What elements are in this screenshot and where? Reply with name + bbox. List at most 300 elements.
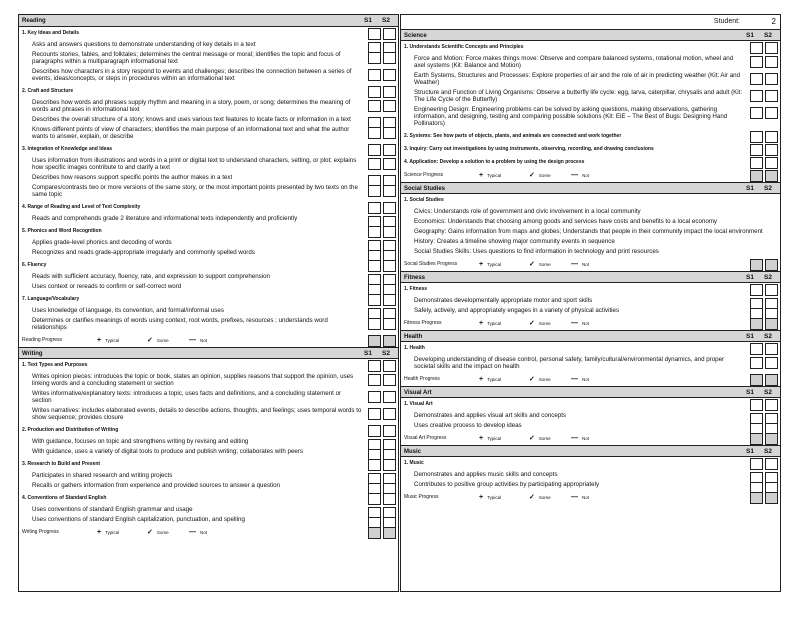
s2-grade-box[interactable] xyxy=(383,408,396,420)
progress-key-label: Not xyxy=(582,321,590,326)
category-name: 3. Inquiry: Carry out investigations by using instruments, observing, recording, and drawing conclusions xyxy=(404,146,654,152)
s2-grade-box[interactable] xyxy=(765,458,778,470)
student-label: Student: xyxy=(713,18,740,25)
standard-item xyxy=(19,126,398,140)
progress-key-label: Some xyxy=(538,436,551,441)
s1-grade-box[interactable] xyxy=(750,157,763,169)
progress-label: Writing Progress xyxy=(22,529,59,535)
grade-boxes xyxy=(368,391,396,403)
section-title: Reading xyxy=(22,18,46,24)
s2-grade-box[interactable] xyxy=(383,294,396,306)
progress-key-label: Typical xyxy=(487,262,502,267)
s2-grade-box[interactable] xyxy=(383,226,396,238)
progress-key-symbol: ✓ xyxy=(147,529,153,536)
grade-boxes xyxy=(368,144,396,156)
s1-grade-box[interactable] xyxy=(368,127,381,139)
s2-grade-box[interactable] xyxy=(765,433,778,445)
section-title: Writing xyxy=(22,351,43,357)
s2-grade-box[interactable] xyxy=(383,158,396,170)
category-name: 4. Application: Develop a solution to a problem by using the design process xyxy=(404,159,585,165)
s1-column-label: S1 xyxy=(364,350,372,357)
s2-grade-box[interactable] xyxy=(383,86,396,98)
standard-item xyxy=(401,307,780,314)
category-name: 3. Integration of Knowledge and Ideas xyxy=(22,146,113,152)
s1-grade-box[interactable] xyxy=(750,357,763,369)
standard-text: Describes how reasons support specific points the author makes in a text xyxy=(32,174,233,181)
standard-text: Describes how words and phrases supply rhythm and meaning in a story, poem, or song; determines the meaning of words and phrases in informational text xyxy=(32,99,351,113)
grade-boxes xyxy=(368,459,396,471)
category-row xyxy=(401,342,780,355)
s1-grade-box[interactable] xyxy=(750,284,763,296)
standard-text: Knows different points of view of characters; identifies the main purpose of an informational text and what the author wants to answer, explain, or describe xyxy=(32,126,350,140)
s2-grade-box[interactable] xyxy=(765,284,778,296)
progress-key-plus xyxy=(479,373,501,386)
s1-column-label: S1 xyxy=(746,32,754,39)
s1-grade-box[interactable] xyxy=(368,425,381,437)
s2-grade-box[interactable] xyxy=(383,100,396,112)
category-row xyxy=(19,143,398,156)
s1-grade-box[interactable] xyxy=(368,226,381,238)
progress-key-symbol: + xyxy=(479,376,484,383)
progress-key-plus xyxy=(479,432,501,445)
standard-text: Determines or clarifies meanings of words using context, root words, prefixes, resources ; understands word relationships xyxy=(32,317,328,331)
grade-boxes xyxy=(750,343,778,355)
section-title: Music xyxy=(404,449,422,455)
progress-key-symbol: + xyxy=(479,320,484,327)
s1-grade-box[interactable] xyxy=(368,144,381,156)
s2-grade-box[interactable] xyxy=(383,28,396,40)
progress-label: Fitness Progress xyxy=(404,320,442,326)
category-name: 1. Fitness xyxy=(404,286,428,292)
s1-grade-box[interactable] xyxy=(750,433,763,445)
standard-item xyxy=(401,297,780,304)
section-header xyxy=(401,182,780,194)
progress-key-symbol: — xyxy=(571,494,578,501)
s1-grade-box[interactable] xyxy=(368,202,381,214)
progress-label: Social Studies Progress xyxy=(404,261,458,267)
s2-grade-box[interactable] xyxy=(765,343,778,355)
grade-boxes xyxy=(750,458,778,470)
standard-item xyxy=(19,273,398,280)
progress-row xyxy=(19,334,398,347)
progress-key-symbol: + xyxy=(479,172,484,179)
s2-grade-box[interactable] xyxy=(383,260,396,272)
grade-boxes xyxy=(750,170,778,182)
category-name: 3. Research to Build and Present xyxy=(22,461,101,467)
s2-grade-box[interactable] xyxy=(383,127,396,139)
s2-grade-box[interactable] xyxy=(765,399,778,411)
standard-text: Participates in shared research and writing projects xyxy=(32,472,173,479)
progress-row xyxy=(401,258,780,271)
standard-text: Recalls or gathers information from experience and provided sources to answer a question xyxy=(32,482,280,489)
s2-column-label: S2 xyxy=(764,333,772,340)
standard-text: Compares/contrasts two or more versions of the same story, or the most important points presented by two texts on the same topic xyxy=(32,184,358,198)
s1-grade-box[interactable] xyxy=(368,374,381,386)
s2-grade-box[interactable] xyxy=(765,374,778,386)
grade-boxes xyxy=(750,374,778,386)
standard-text: Earth Systems, Structures and Processes: Explore properties of air and the role of air in predicting weather (Kit: Air and Weather) xyxy=(414,72,741,86)
grade-boxes xyxy=(750,433,778,445)
progress-key-plus xyxy=(479,258,501,271)
s1-grade-box[interactable] xyxy=(368,185,381,197)
category-name: 1. Visual Art xyxy=(404,401,433,407)
standard-item xyxy=(19,307,398,314)
s2-grade-box[interactable] xyxy=(765,131,778,143)
progress-key-check xyxy=(529,373,551,386)
progress-key-check xyxy=(529,432,551,445)
grade-boxes xyxy=(368,127,396,139)
category-row xyxy=(401,130,780,143)
standard-item xyxy=(19,438,398,445)
s2-grade-box[interactable] xyxy=(765,144,778,156)
progress-key-symbol: ✓ xyxy=(529,261,535,268)
s1-grade-box[interactable] xyxy=(750,144,763,156)
s2-grade-box[interactable] xyxy=(765,42,778,54)
progress-key-minus xyxy=(571,317,589,330)
s2-column-label: S2 xyxy=(764,274,772,281)
s2-grade-box[interactable] xyxy=(383,425,396,437)
s2-grade-box[interactable] xyxy=(383,69,396,81)
section-title: Science xyxy=(404,33,427,39)
s2-grade-box[interactable] xyxy=(383,374,396,386)
grade-boxes xyxy=(368,527,396,539)
progress-key-symbol: + xyxy=(97,337,102,344)
s2-grade-box[interactable] xyxy=(383,335,396,347)
standard-item xyxy=(19,184,398,198)
progress-key-label: Not xyxy=(200,338,208,343)
progress-row xyxy=(401,373,780,386)
standard-item xyxy=(401,218,780,225)
standard-item xyxy=(401,106,780,127)
page-number: 2 xyxy=(771,17,776,26)
s2-grade-box[interactable] xyxy=(383,360,396,372)
category-row xyxy=(401,41,780,54)
category-row xyxy=(19,225,398,238)
s2-column-label: S2 xyxy=(382,17,390,24)
progress-key-label: Typical xyxy=(105,530,120,535)
progress-key-label: Some xyxy=(538,495,551,500)
s1-grade-box[interactable] xyxy=(368,527,381,539)
grade-boxes xyxy=(368,202,396,214)
s1-grade-box[interactable] xyxy=(368,260,381,272)
standard-item xyxy=(401,55,780,69)
s2-grade-box[interactable] xyxy=(765,90,778,102)
progress-key-symbol: — xyxy=(189,337,196,344)
s1-grade-box[interactable] xyxy=(368,28,381,40)
standard-text: Developing understanding of disease control, personal safety, family/cultural/environmental dynamics, and proper societal skills and the impact on health xyxy=(414,356,725,370)
progress-key-label: Typical xyxy=(487,436,502,441)
standard-text: Writes informative/explanatory texts: introduces a topic, uses facts and definitions, and a concluding statement or section xyxy=(32,390,342,404)
s1-grade-box[interactable] xyxy=(750,399,763,411)
grade-boxes xyxy=(750,144,778,156)
grade-boxes xyxy=(368,86,396,98)
progress-label: Visual Art Progress xyxy=(404,435,447,441)
progress-key-label: Typical xyxy=(487,377,502,382)
s1-grade-box[interactable] xyxy=(368,100,381,112)
s2-grade-box[interactable] xyxy=(383,202,396,214)
progress-key-label: Not xyxy=(582,262,590,267)
standard-item xyxy=(19,506,398,513)
s1-grade-box[interactable] xyxy=(750,170,763,182)
progress-key-symbol: ✓ xyxy=(529,435,535,442)
standard-text: Uses knowledge of language, its convention, and formal/informal uses xyxy=(32,307,224,314)
grade-boxes xyxy=(750,157,778,169)
s2-grade-box[interactable] xyxy=(383,459,396,471)
progress-label: Music Progress xyxy=(404,494,439,500)
s1-column-label: S1 xyxy=(746,448,754,455)
progress-key-symbol: — xyxy=(571,376,578,383)
s1-column-label: S1 xyxy=(746,185,754,192)
s2-grade-box[interactable] xyxy=(383,318,396,330)
s1-grade-box[interactable] xyxy=(750,131,763,143)
grade-boxes xyxy=(750,492,778,504)
s2-grade-box[interactable] xyxy=(383,52,396,64)
s2-grade-box[interactable] xyxy=(765,56,778,68)
s1-grade-box[interactable] xyxy=(368,493,381,505)
progress-key-symbol: — xyxy=(571,320,578,327)
standard-text: Describes how characters in a story respond to events and challenges; describes the connection between a series of events, ideas/concepts, or steps in procedures within an informational text xyxy=(32,68,352,82)
category-name: 1. Music xyxy=(404,460,424,466)
category-name: 7. Language/Vocabulary xyxy=(22,296,80,302)
standard-text: Demonstrates developmentally appropriate motor and sport skills xyxy=(414,297,593,304)
standard-text: Economics: Understands that choosing among goods and services have costs and benefits to a local economy xyxy=(414,218,718,225)
s2-grade-box[interactable] xyxy=(765,157,778,169)
progress-key-check xyxy=(147,334,169,347)
category-name: 2. Craft and Structure xyxy=(22,88,74,94)
grade-boxes xyxy=(368,318,396,330)
grade-boxes xyxy=(750,399,778,411)
standard-text: With guidance, focuses on topic and strengthens writing by revising and editing xyxy=(32,438,249,445)
s1-column-label: S1 xyxy=(746,333,754,340)
category-row xyxy=(19,359,398,372)
grade-boxes xyxy=(368,100,396,112)
progress-key-symbol: ✓ xyxy=(529,172,535,179)
standard-text: Safely, actively, and appropriately engages in a variety of physical activities xyxy=(414,307,620,314)
progress-key-label: Typical xyxy=(487,495,502,500)
section-header xyxy=(401,330,780,342)
section-title: Health xyxy=(404,334,423,340)
category-name: 4. Conventions of Standard English xyxy=(22,495,107,501)
s1-grade-box[interactable] xyxy=(368,294,381,306)
standard-item xyxy=(19,407,398,421)
s1-grade-box[interactable] xyxy=(750,73,763,85)
standard-text: Social Studies Skills: Uses questions to find information in technology and print resources xyxy=(414,248,659,255)
category-name: 2. Production and Distribution of Writing xyxy=(22,427,119,433)
progress-key-label: Not xyxy=(582,495,590,500)
grade-boxes xyxy=(368,360,396,372)
s1-grade-box[interactable] xyxy=(368,391,381,403)
section-title: Visual Art xyxy=(404,390,432,396)
progress-key-check xyxy=(529,317,551,330)
s1-grade-box[interactable] xyxy=(750,318,763,330)
grade-boxes xyxy=(368,226,396,238)
progress-key-symbol: — xyxy=(571,435,578,442)
progress-key-symbol: ✓ xyxy=(529,320,535,327)
standard-text: Reads with sufficient accuracy, fluency, rate, and expression to support comprehension xyxy=(32,273,270,280)
grade-boxes xyxy=(368,52,396,64)
s1-grade-box[interactable] xyxy=(368,408,381,420)
standard-item xyxy=(401,356,780,370)
standard-text: Force and Motion: Force makes things move: Observe and compare balanced systems, rotational motion, wheel and axel systems (Kit: Balance and Motion) xyxy=(414,55,734,69)
s1-grade-box[interactable] xyxy=(368,86,381,98)
grade-boxes xyxy=(750,56,778,68)
standard-text: Contributes to positive group activities by participating appropriately xyxy=(414,481,600,488)
standard-item xyxy=(19,51,398,65)
s2-grade-box[interactable] xyxy=(765,318,778,330)
standard-item xyxy=(19,68,398,82)
standard-item xyxy=(401,208,780,215)
s1-column-label: S1 xyxy=(746,274,754,281)
s1-grade-box[interactable] xyxy=(750,56,763,68)
category-row xyxy=(19,458,398,471)
standard-text: Uses conventions of standard English grammar and usage xyxy=(32,506,193,513)
progress-key-check xyxy=(147,526,169,539)
standard-text: Uses creative process to develop ideas xyxy=(414,422,522,429)
standard-item xyxy=(401,471,780,478)
standard-item xyxy=(401,422,780,429)
right-column xyxy=(400,14,781,592)
category-row xyxy=(19,424,398,437)
s2-grade-box[interactable] xyxy=(383,391,396,403)
progress-key-label: Some xyxy=(156,338,169,343)
progress-key-symbol: + xyxy=(479,494,484,501)
progress-key-minus xyxy=(189,334,207,347)
s2-column-label: S2 xyxy=(764,32,772,39)
s1-grade-box[interactable] xyxy=(368,69,381,81)
standard-text: Writes opinion pieces: introduces the topic or book, states an opinion, supplies reasons that support the opinion, uses linking words and a concluding statement or section xyxy=(32,373,354,387)
s1-grade-box[interactable] xyxy=(368,335,381,347)
section-title: Social Studies xyxy=(404,186,446,192)
progress-label: Health Progress xyxy=(404,376,440,382)
grade-boxes xyxy=(750,131,778,143)
category-row xyxy=(19,201,398,214)
progress-key-label: Typical xyxy=(487,321,502,326)
s2-grade-box[interactable] xyxy=(765,107,778,119)
progress-row xyxy=(401,169,780,182)
grade-boxes xyxy=(750,107,778,119)
progress-key-check xyxy=(529,258,551,271)
standard-text: Recognizes and reads grade-appropriate irregularly and commonly spelled words xyxy=(32,249,255,256)
category-row xyxy=(401,457,780,470)
progress-key-minus xyxy=(571,432,589,445)
s2-grade-box[interactable] xyxy=(383,144,396,156)
category-row xyxy=(19,492,398,505)
s2-grade-box[interactable] xyxy=(383,493,396,505)
standard-item xyxy=(401,238,780,245)
grade-boxes xyxy=(750,357,778,369)
s1-column-label: S1 xyxy=(364,17,372,24)
s1-grade-box[interactable] xyxy=(750,107,763,119)
grade-boxes xyxy=(368,335,396,347)
standard-text: Writes narratives: includes elaborated events, details to describe actions, thoughts, and feelings; uses temporal words to show sequence; provides closure xyxy=(32,407,362,421)
s2-grade-box[interactable] xyxy=(765,259,778,271)
category-row xyxy=(401,283,780,296)
category-row xyxy=(401,143,780,156)
progress-key-label: Some xyxy=(538,173,551,178)
s2-grade-box[interactable] xyxy=(383,527,396,539)
category-name: 1. Health xyxy=(404,345,425,351)
s1-grade-box[interactable] xyxy=(750,90,763,102)
progress-key-plus xyxy=(97,334,119,347)
standard-item xyxy=(19,174,398,181)
standard-item xyxy=(19,390,398,404)
standard-item xyxy=(401,481,780,488)
standard-item xyxy=(19,116,398,123)
progress-key-check xyxy=(529,169,551,182)
s1-grade-box[interactable] xyxy=(750,42,763,54)
standard-item xyxy=(19,239,398,246)
progress-key-label: Some xyxy=(538,377,551,382)
grade-boxes xyxy=(368,260,396,272)
s1-grade-box[interactable] xyxy=(368,158,381,170)
s1-grade-box[interactable] xyxy=(750,492,763,504)
progress-key-label: Not xyxy=(582,173,590,178)
standard-text: Uses information from illustrations and words in a print or digital text to understand characters, setting, or plot; explains how specific images contribute to and clarify a text xyxy=(32,157,357,171)
standard-item xyxy=(19,215,398,222)
s1-column-label: S1 xyxy=(746,389,754,396)
s2-grade-box[interactable] xyxy=(765,357,778,369)
grade-boxes xyxy=(750,318,778,330)
s2-column-label: S2 xyxy=(382,350,390,357)
category-name: 5. Phonics and Word Recognition xyxy=(22,228,102,234)
category-name: 1. Text Types and Purposes xyxy=(22,362,88,368)
grade-boxes xyxy=(368,374,396,386)
standard-text: Demonstrates and applies visual art skills and concepts xyxy=(414,412,567,419)
standard-item xyxy=(19,99,398,113)
progress-key-plus xyxy=(97,526,119,539)
progress-key-symbol: + xyxy=(479,435,484,442)
standard-item xyxy=(19,249,398,256)
s1-grade-box[interactable] xyxy=(368,52,381,64)
standard-text: Applies grade-level phonics and decoding of words xyxy=(32,239,172,246)
standard-item xyxy=(19,41,398,48)
section-title: Fitness xyxy=(404,275,426,281)
s1-grade-box[interactable] xyxy=(368,459,381,471)
s1-grade-box[interactable] xyxy=(368,318,381,330)
s1-grade-box[interactable] xyxy=(750,343,763,355)
s1-grade-box[interactable] xyxy=(750,374,763,386)
grade-boxes xyxy=(750,90,778,102)
progress-key-label: Some xyxy=(538,262,551,267)
grade-boxes xyxy=(368,185,396,197)
grade-boxes xyxy=(368,158,396,170)
standard-item xyxy=(19,317,398,331)
progress-key-check xyxy=(529,491,551,504)
s2-grade-box[interactable] xyxy=(765,73,778,85)
section-header xyxy=(401,271,780,283)
category-name: 6. Fluency xyxy=(22,262,47,268)
standard-item xyxy=(19,472,398,479)
s2-grade-box[interactable] xyxy=(383,185,396,197)
standard-text: Reads and comprehends grade 2 literature and informational texts independently and proficiently xyxy=(32,215,298,222)
standard-item xyxy=(401,412,780,419)
s1-grade-box[interactable] xyxy=(750,458,763,470)
category-row xyxy=(19,27,398,40)
section-header xyxy=(401,386,780,398)
grade-boxes xyxy=(368,493,396,505)
s1-grade-box[interactable] xyxy=(750,259,763,271)
s2-grade-box[interactable] xyxy=(765,170,778,182)
grade-boxes xyxy=(368,28,396,40)
category-row xyxy=(401,194,780,207)
s2-column-label: S2 xyxy=(764,448,772,455)
progress-row xyxy=(19,526,398,539)
s2-grade-box[interactable] xyxy=(765,492,778,504)
category-name: 4. Range of Reading and Level of Text Complexity xyxy=(22,204,141,210)
progress-key-minus xyxy=(571,491,589,504)
s1-grade-box[interactable] xyxy=(368,360,381,372)
progress-key-label: Typical xyxy=(487,173,502,178)
